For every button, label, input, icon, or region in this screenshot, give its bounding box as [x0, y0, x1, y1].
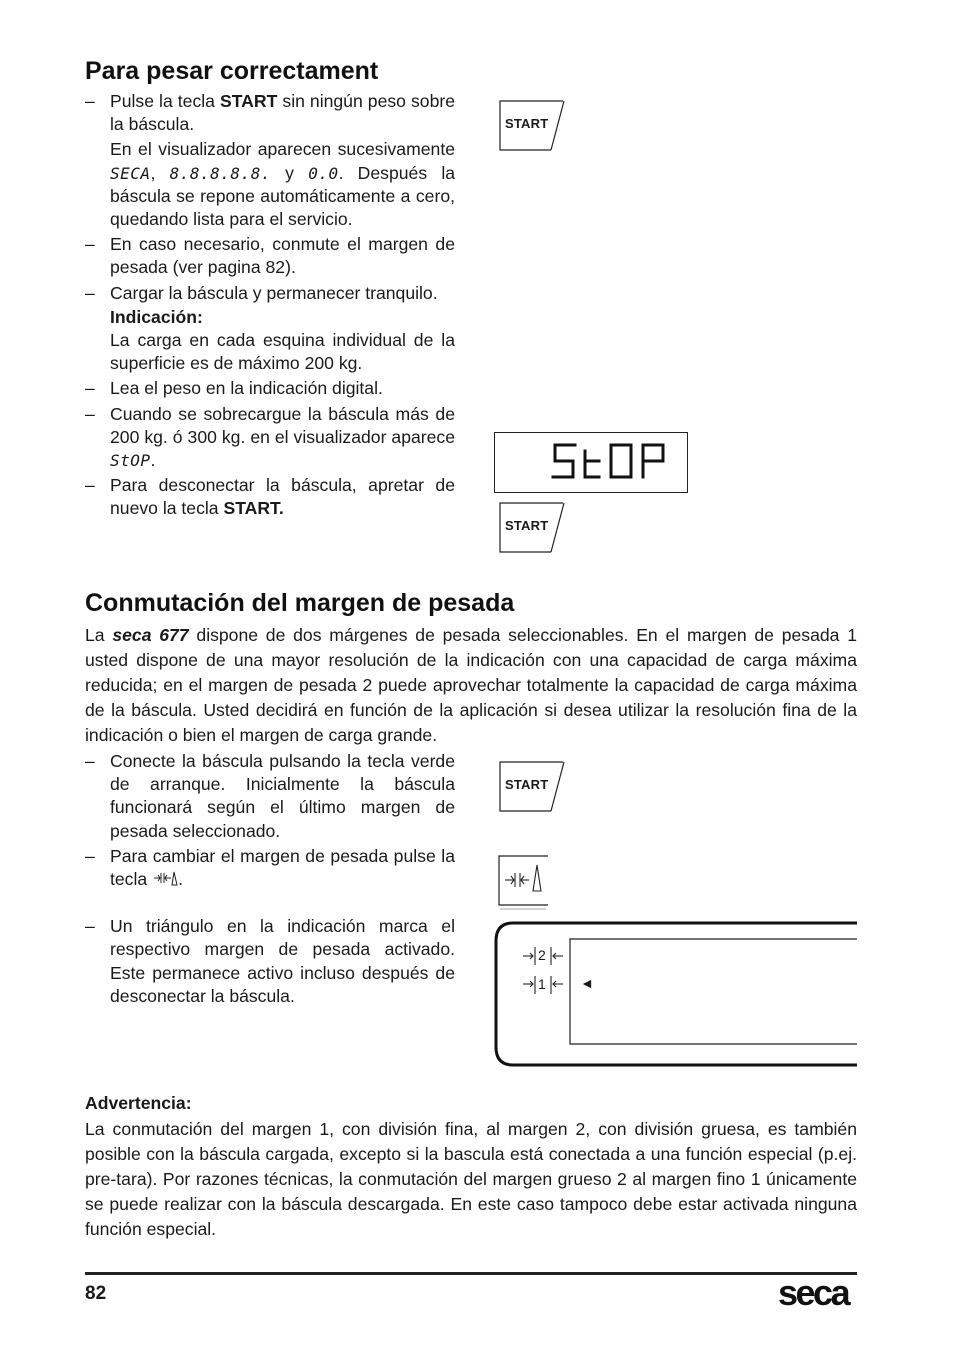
weighing-steps-list: [85, 90, 455, 521]
indication-text: La carga en cada esquina individual de la superficie es de máximo 200 kg.: [110, 330, 455, 374]
range-switch-key-icon: [498, 855, 550, 911]
brand-model: seca 677: [112, 625, 189, 645]
list-item: – En caso necesario, conmute el margen de pesada (ver pagina 82).: [85, 233, 455, 279]
start-key-icon: [499, 761, 565, 811]
section-title-range-switch: Conmutación del margen de pesada: [85, 589, 515, 617]
range-intro-paragraph: La seca 677 dispone de dos márgenes de pesada seleccionables. En el margen de pesada 1 usted dispone de una mayor resolución de la indicación con una capacidad de carga máxima reducida; en el margen de pesada 2 puede aprovechar totalmente la capacidad de carga máxima de la báscula. Usted decidirá en función de la aplicación si desea utilizar la resolución fina de la indicación o bien el margen de carga grande.: [85, 625, 857, 745]
section-title-weighing: Para pesar correctament: [85, 57, 379, 85]
list-item: – Cargar la báscula y permanecer tranquilo. Indicación: La carga en cada esquina individual de la superficie es de máximo 200 kg.: [85, 282, 455, 376]
list-item: – Pulse la tecla START sin ningún peso sobre la báscula. En el visualizador aparecen sucesivamente SECA, 8.8.8.8.8. y 0.0. Después la báscula se repone automáticamente a cero, quedando lista para el servicio.: [85, 90, 455, 231]
lcd-text-stop: StOP: [110, 451, 151, 471]
seca-logo: seca: [778, 1272, 849, 1313]
range-steps-list: [85, 750, 455, 1008]
range-1-label: 1: [538, 976, 546, 992]
list-item: – Conecte la báscula pulsando la tecla verde de arranque. Inicialmente la báscula funcionará según el último margen de pesada seleccionado.: [85, 750, 455, 843]
start-key-label: START: [505, 116, 549, 131]
start-key-icon: [499, 502, 565, 552]
range-display-frame: [493, 921, 857, 1067]
lcd-text-seca: SECA: [110, 163, 151, 183]
start-key-label: START: [505, 518, 549, 533]
warning-text: La conmutación del margen 1, con división fina, al margen 2, con división gruesa, es también posible con la báscula cargada, excepto si la bascula está conectada a una función especial (p.ej. pre-tara). Por razones técnicas, la conmutación del margen grueso 2 al margen fino 1 únicamente se puede realizar con la báscula descargada. En este caso tampoco debe estar activada ninguna función especial.: [85, 1119, 857, 1239]
lcd-text-zero: 0.0: [308, 163, 339, 183]
list-item: – Cuando se sobrecargue la báscula más de 200 kg. ó 300 kg. en el visualizador aparece StOP.: [85, 403, 455, 473]
start-key-icon: [499, 100, 565, 150]
footer-rule: [85, 1272, 857, 1275]
stop-display-segments: [495, 433, 687, 492]
start-key-label: START: [505, 777, 549, 792]
range-display: [493, 921, 857, 1067]
warning-title: Advertencia:: [85, 1093, 192, 1113]
indication-label: Indicación:: [110, 306, 203, 327]
stop-display: [494, 432, 688, 493]
list-item: – Un triángulo en la indicación marca el respectivo margen de pesada activado. Este permanece activo incluso después de desconectar la báscula.: [85, 915, 455, 1008]
list-item-subtext: En el visualizador aparecen sucesivamente SECA, 8.8.8.8.8. y 0.0. Después la báscula se repone automáticamente a cero, quedando lista para el servicio.: [110, 139, 456, 230]
active-range-marker: ◄: [580, 975, 594, 991]
list-item: – Para desconectar la báscula, apretar de nuevo la tecla START.: [85, 474, 455, 520]
range-2-label: 2: [538, 947, 546, 963]
page-number: 82: [85, 1283, 107, 1304]
range-key-inline-icon: [152, 869, 178, 885]
list-item: – Para cambiar el margen de pesada pulse la tecla .: [85, 845, 455, 891]
lcd-text-eights: 8.8.8.8.8.: [169, 163, 271, 183]
list-item: – Lea el peso en la indicación digital.: [85, 377, 455, 400]
